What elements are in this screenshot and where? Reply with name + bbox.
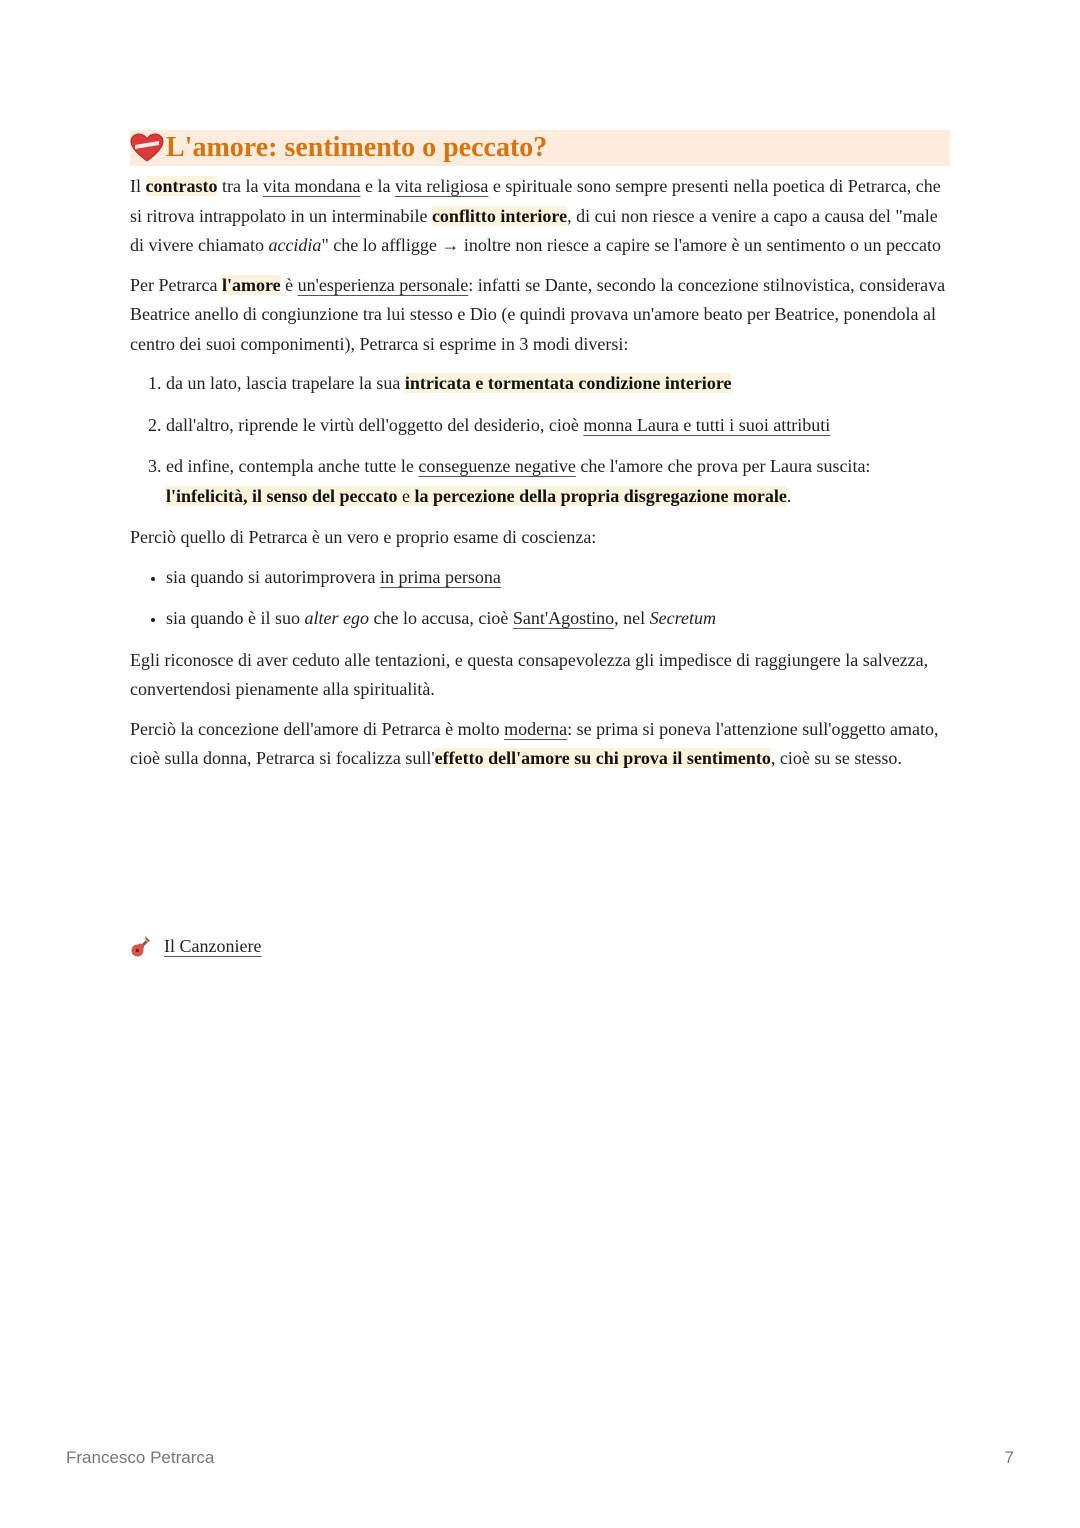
italic-text: accidia — [268, 235, 322, 255]
underlined-text: conseguenze negative — [418, 456, 576, 476]
section-title-text: L'amore: sentimento o peccato? — [166, 132, 548, 163]
highlight-text: la percezione della propria disgregazione morale — [414, 485, 787, 506]
bullet-list — [130, 563, 950, 634]
highlight-text: contrasto — [145, 176, 218, 196]
link-label[interactable]: Il Canzoniere — [164, 935, 262, 956]
section-title-bar — [130, 130, 950, 166]
highlight-text: conflitto interiore — [431, 205, 568, 226]
underlined-text: Sant'Agostino — [512, 608, 615, 628]
list-item: • sia quando è il suo alter ego che lo accusa, cioè Sant'Agostino, nel Secretum — [166, 604, 950, 634]
footer-title: Francesco Petrarca — [66, 1448, 215, 1467]
underlined-text: vita mondana — [262, 176, 361, 196]
heart-icon — [130, 133, 164, 163]
italic-text: alter ego — [304, 608, 369, 628]
page-number: 7 — [1004, 1448, 1014, 1467]
underlined-text: vita religiosa — [394, 176, 489, 196]
section-title — [130, 132, 547, 164]
underlined-text: monna Laura e tutti i suoi attributi — [583, 414, 831, 435]
list-item: 2. dall'altro, riprende le virtù dell'oggetto del desiderio, cioè monna Laura e tutti i suoi attributi — [166, 411, 950, 441]
highlight-text: intricata e tormentata condizione interiore — [404, 373, 732, 393]
italic-text: Secretum — [649, 608, 716, 628]
canzoniere-link[interactable] — [130, 934, 261, 958]
list-item: • sia quando si autorimprovera in prima persona — [166, 563, 950, 593]
paragraph-esame-coscienza: Perciò quello di Petrarca è un vero e proprio esame di coscienza: — [130, 527, 597, 547]
list-item: 1. da un lato, lascia trapelare la sua intricata e tormentata condizione interiore — [166, 369, 950, 399]
document-page — [130, 130, 950, 784]
paragraph-tentazioni: Egli riconosce di aver ceduto alle tentazioni, e questa consapevolezza gli impedisce di raggiungere la salvezza, convertendosi pienamente alla spiritualità. — [130, 649, 929, 699]
numbered-list — [130, 369, 950, 511]
highlight-text: l'amore — [221, 274, 281, 295]
underlined-text: moderna — [504, 718, 568, 739]
paragraph-contrasto: Il contrasto tra la vita mondana e la vita religiosa e spirituale sono sempre presenti nella poetica di Petrarca, che si ritrova intrappolato in un interminabile conflitto interiore, di cui non riesce a venire a capo a causa del "male di vivere chiamato accidia" che lo affligge → inoltre non riesce a capire se l'amore è un sentimento o un peccato — [130, 176, 941, 255]
guitar-icon — [130, 934, 152, 958]
underlined-text: in prima persona — [379, 566, 501, 587]
list-item: 3. ed infine, contempla anche tutte le conseguenze negative che l'amore che prova per Laura suscita: l'infelicità, il senso del peccato e la percezione della propria disgregazione morale. — [166, 452, 950, 511]
paragraph-moderna: Perciò la concezione dell'amore di Petrarca è molto moderna: se prima si poneva l'attenzione sull'oggetto amato, cioè sulla donna, Petrarca si focalizza sull'effetto dell'amore su chi prova il sentimento, cioè su se stesso. — [130, 718, 939, 768]
highlight-text: effetto dell'amore su chi prova il sentimento — [434, 748, 771, 768]
highlight-text: l'infelicità, il senso del peccato — [166, 485, 398, 506]
paragraph-amore-personale: Per Petrarca l'amore è un'esperienza personale: infatti se Dante, secondo la concezione stilnovistica, considerava Beatrice anello di congiunzione tra lui stesso e Dio (e quindi provava un'amore beato per Beatrice, ponendola al centro dei suoi componimenti), Petrarca si esprime in 3 modi diversi: — [130, 274, 946, 354]
underlined-text: un'esperienza personale — [297, 274, 469, 295]
